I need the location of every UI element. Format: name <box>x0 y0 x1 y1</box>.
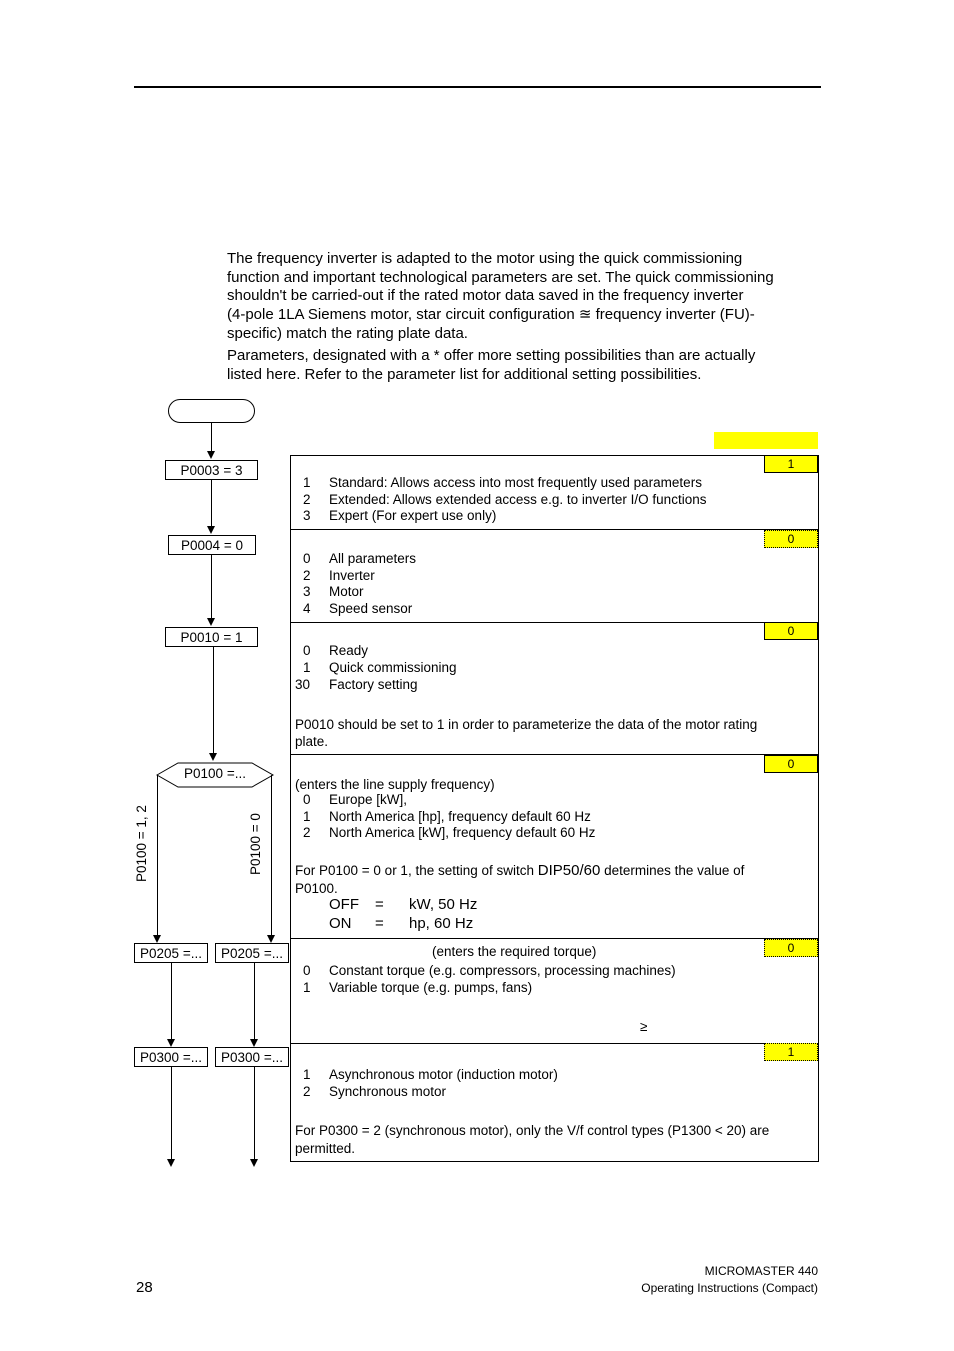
flow-arrow <box>207 618 215 626</box>
option-label: Inverter <box>329 568 375 583</box>
flow-connector <box>213 647 214 753</box>
footer-doc: Operating Instructions (Compact) <box>641 1281 818 1295</box>
option-number: 1 <box>303 980 311 995</box>
option-label: Europe [kW], <box>329 792 408 807</box>
option-label: Standard: Allows access into most frequently used parameters <box>329 475 702 490</box>
option-number: 2 <box>303 492 311 507</box>
flow-arrow <box>207 526 215 534</box>
default-value-p0100: 0 <box>764 755 818 773</box>
dip-on-key: ON <box>329 915 352 932</box>
default-value-p0010: 0 <box>764 622 818 640</box>
flow-box-p0205-right: P0205 =... <box>215 943 289 963</box>
flow-branch-left <box>157 775 158 935</box>
flow-arrow <box>250 1159 258 1167</box>
dip-off-eq: = <box>375 896 384 913</box>
option-number: 2 <box>303 568 311 583</box>
option-label: Extended: Allows extended access e.g. to inverter I/O functions <box>329 492 707 507</box>
flow-connector <box>171 963 172 1039</box>
branch-label-left: P0100 = 1, 2 <box>134 805 149 882</box>
flow-arrow <box>153 935 161 943</box>
flow-start-terminal <box>168 399 255 423</box>
option-number: 3 <box>303 508 311 523</box>
option-label: Expert (For expert use only) <box>329 508 497 523</box>
header-rule <box>134 86 821 88</box>
option-number: 1 <box>303 660 311 675</box>
option-number: 30 <box>295 677 311 692</box>
flow-arrow <box>207 451 215 459</box>
panel-p0300 <box>290 1043 819 1162</box>
default-value-p0004: 0 <box>764 530 818 548</box>
flow-box-p0010: P0010 = 1 <box>165 627 258 647</box>
flow-box-p0003: P0003 = 3 <box>165 460 258 480</box>
flow-connector <box>211 423 212 451</box>
flow-connector <box>254 1067 255 1159</box>
dip-off-key: OFF <box>329 896 359 913</box>
option-label: Variable torque (e.g. pumps, fans) <box>329 980 533 995</box>
option-label: Asynchronous motor (induction motor) <box>329 1067 558 1082</box>
branch-label-right: P0100 = 0 <box>248 813 263 875</box>
flow-arrow <box>267 935 275 943</box>
option-number: 4 <box>303 601 311 616</box>
option-number: 2 <box>303 825 311 840</box>
option-number: 0 <box>303 551 311 566</box>
flow-arrow <box>167 1039 175 1047</box>
option-number: 0 <box>303 643 311 658</box>
panel-note: For P0300 = 2 (synchronous motor), only the V/f control types (P1300 < 20) are <box>295 1123 770 1138</box>
option-number: 3 <box>303 584 311 599</box>
option-label: Ready <box>329 643 369 658</box>
flow-connector <box>254 963 255 1039</box>
panel-symbol: ≥ <box>640 1019 648 1034</box>
flow-arrow <box>167 1159 175 1167</box>
flow-box-p0205-left: P0205 =... <box>134 943 208 963</box>
option-number: 0 <box>303 963 311 978</box>
default-value-p0003: 1 <box>764 455 818 473</box>
option-number: 1 <box>303 475 311 490</box>
flow-connector <box>211 480 212 526</box>
option-label: Speed sensor <box>329 601 413 616</box>
flow-box-p0004: P0004 = 0 <box>168 535 256 555</box>
panel-intro: (enters the line supply frequency) <box>295 777 495 792</box>
dip-off-value: kW, 50 Hz <box>409 896 478 913</box>
footer-product: MICROMASTER 440 <box>704 1264 818 1278</box>
dip-on-eq: = <box>375 915 384 932</box>
option-number: 2 <box>303 1084 311 1099</box>
flow-connector <box>211 555 212 618</box>
default-value-p0205: 0 <box>764 939 818 957</box>
option-label: Quick commissioning <box>329 660 457 675</box>
panel-note: For P0100 = 0 or 1, the setting of switch DIP50/60 determines the value of <box>295 862 745 879</box>
flow-connector <box>171 1067 172 1159</box>
option-number: 0 <box>303 792 311 807</box>
highlight-bar <box>714 432 818 449</box>
option-label: North America [kW], frequency default 60 Hz <box>329 825 596 840</box>
flow-arrow <box>209 753 217 761</box>
option-number: 1 <box>303 1067 311 1082</box>
option-label: All parameters <box>329 551 417 566</box>
intro-paragraph-2: Parameters, designated with a * offer more setting possibilities than are actually listed here. Refer to the parameter list for additional setting possibilities. <box>227 347 756 383</box>
option-label: Factory setting <box>329 677 418 692</box>
panel-intro: (enters the required torque) <box>432 944 597 959</box>
panel-note: P0100. <box>295 881 338 896</box>
option-label: Constant torque (e.g. compressors, processing machines) <box>329 963 676 978</box>
panel-note: plate. <box>295 734 329 749</box>
default-value-p0300: 1 <box>764 1043 818 1061</box>
panel-note: P0010 should be set to 1 in order to parameterize the data of the motor rating <box>295 717 758 732</box>
flow-decision-label: P0100 =... <box>184 766 246 781</box>
option-number: 1 <box>303 809 311 824</box>
flow-arrow <box>250 1039 258 1047</box>
panel-note: permitted. <box>295 1141 356 1156</box>
dip-on-value: hp, 60 Hz <box>409 915 474 932</box>
intro-paragraph-1: The frequency inverter is adapted to the motor using the quick commissioning function and important technological parameters are set. The quick commissioning shouldn't be carried-out if the rated motor data saved in the frequency inverter (4-pole 1LA Siemens motor, star circuit configuration ≊ frequency inverter (FU)- specific) match the rating plate data. <box>227 250 774 342</box>
flow-box-p0300-left: P0300 =... <box>134 1047 208 1067</box>
option-label: North America [hp], frequency default 60 Hz <box>329 809 591 824</box>
flow-branch-right <box>271 775 272 935</box>
option-label: Synchronous motor <box>329 1084 447 1099</box>
page-number: 28 <box>136 1279 153 1296</box>
option-label: Motor <box>329 584 364 599</box>
flow-box-p0300-right: P0300 =... <box>215 1047 289 1067</box>
